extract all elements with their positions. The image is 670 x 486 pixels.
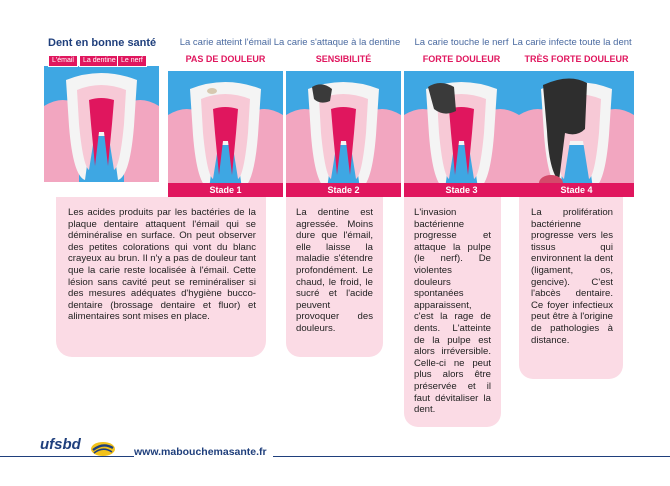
- stage3-panel: [404, 71, 519, 195]
- stage2-bar: Stade 2: [286, 183, 401, 197]
- stage3-bar: Stade 3: [404, 183, 519, 197]
- stage4-description: [519, 197, 623, 379]
- stage3-tooth-illustration: [404, 71, 519, 195]
- stage1-description: [56, 197, 266, 357]
- stage2-panel: [286, 71, 401, 195]
- stage2-tooth-illustration: [286, 71, 401, 195]
- stage1-tooth-illustration: [168, 71, 283, 195]
- stage4-title: La carie infecte toute la dent: [512, 37, 632, 48]
- stage2-title: La carie s'attaque à la dentine: [273, 37, 401, 48]
- stage4-pain-label: TRÈS FORTE DOULEUR: [524, 54, 629, 64]
- stage3-text: L'invasion bactérienne progresse et attaque la pulpe (le nerf). De violentes douleurs spontanées apparaissent, c'est la rage de dents. L'atteinte de la pulpe est alors irréversible. Celle-ci ne peut plus alors être préservée et il faut dévitaliser la dent.: [414, 207, 491, 416]
- stage4-panel: [519, 71, 634, 195]
- stage2-description: [286, 197, 383, 357]
- stage1-panel: [168, 71, 283, 195]
- website-link[interactable]: www.mabouchemasante.fr: [134, 446, 273, 458]
- ufsbd-logo: ufsbd: [40, 436, 81, 453]
- stage1-title: La carie atteint l'émail: [179, 37, 272, 48]
- ufsbd-logo-mark-icon: [90, 440, 116, 458]
- stage1-pain-label: PAS DE DOULEUR: [185, 54, 266, 64]
- stage4-text: La prolifération bactérienne progresse vers les tissus qui environnent la dent (ligament, os, gencive). C'est l'abcès dentaire. Ce foyer infectieux peut être à l'origine de pathologies à distance.: [531, 207, 613, 346]
- stage1-bar: Stade 1: [168, 183, 283, 197]
- healthy-tooth-illustration: [44, 66, 159, 182]
- stage2-pain-label: SENSIBILITÉ: [315, 54, 372, 64]
- legend-dentin: La dentine: [79, 55, 120, 67]
- stage4-bar: Stade 4: [519, 183, 634, 197]
- legend-enamel: L'émail: [48, 55, 78, 67]
- stage3-title: La carie touche le nerf: [414, 37, 509, 48]
- healthy-tooth-title: Dent en bonne santé: [48, 37, 157, 49]
- stage4-tooth-illustration: [519, 71, 634, 195]
- stage3-description: [404, 197, 501, 427]
- healthy-tooth-panel: [44, 66, 159, 182]
- legend-nerve: Le nerf: [117, 55, 147, 67]
- stage1-text: Les acides produits par les bactéries de la plaque dentaire attaquent l'émail qui se déminéralise en surface. On peut observer des petites colorations qui vont du blanc crayeux au brun. Il n'y a pas de douleur tant que la carie reste localisée à l'émail. Cette lésion sans cavité peut se reminéraliser si des mesures adéquates d'hygiène bucco-dentaire (brossage dentaire et fluor) et alimentaires sont mises en place.: [68, 207, 256, 323]
- stage2-text: La dentine est agressée. Moins dure que l'émail, elle laisse la maladie s'étendre profondément. Le chaud, le froid, le sucré et l'acide peuvent provoquer des douleurs.: [296, 207, 373, 334]
- stage3-pain-label: FORTE DOULEUR: [422, 54, 501, 64]
